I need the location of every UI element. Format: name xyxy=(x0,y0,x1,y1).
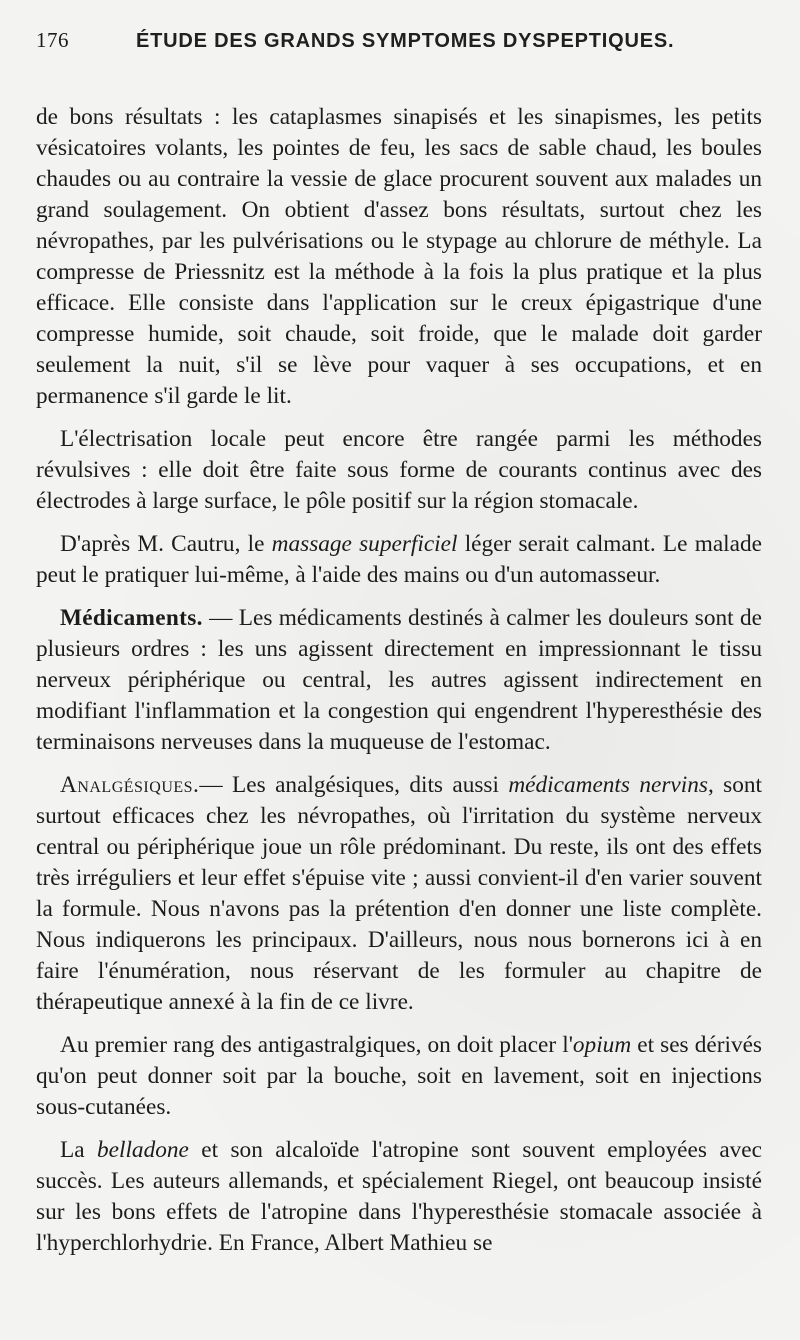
paragraph-7-text-end: et son alcaloïde l'atropine sont souvent employées avec succès. Les auteurs allemands, et spécialement Riegel, ont beaucoup insisté sur les bons effets de l'atropine dans l'hyperesthésie stomacale associée à l'hyperchlorhydrie. En France, Albert Mathieu se xyxy=(36,1137,762,1256)
paragraph-3-text-start: D'après M. Cautru, le xyxy=(60,531,272,557)
paragraph-3-text-end: léger serait calmant. Le malade peut le pratiquer lui-même, à l'aide des mains ou d'un automasseur. xyxy=(36,531,762,588)
paragraph-7-text-start: La xyxy=(60,1137,97,1163)
paragraph-4-text: — Les médicaments destinés à calmer les douleurs sont de plusieurs ordres : les uns agissent directement en impressionnant le tissu nerveux périphérique ou central, les autres agissent indirectement en modifiant l'inflammation et la congestion qui engendrent l'hyperesthésie des terminaisons nerveuses dans la muqueuse de l'estomac. xyxy=(36,605,762,755)
page-number: 176 xyxy=(36,28,69,52)
subsection-heading-analgesiques: Analgésiques. xyxy=(60,772,200,798)
paragraph-6 xyxy=(36,1030,762,1123)
paragraph-5 xyxy=(36,770,762,1018)
paragraph-3 xyxy=(36,529,762,591)
italic-term-massage: massage superficiel xyxy=(271,531,458,557)
paragraph-4 xyxy=(36,603,762,758)
italic-term-opium: opium xyxy=(572,1032,632,1058)
body-text xyxy=(36,102,762,1259)
section-heading-medicaments: Médicaments. xyxy=(60,605,203,631)
running-title: ÉTUDE DES GRANDS SYMPTOMES DYSPEPTIQUES. xyxy=(136,30,675,52)
paragraph-5-text-end: , sont surtout efficaces chez les névropathes, où l'irritation du système nerveux central ou périphérique joue un rôle prédominant. Du reste, ils ont des effets très irréguliers et leur effet s'épuise vite ; aussi convient-il d'en varier souvent la formule. Nous n'avons pas la prétention d'en donner une liste complète. Nous indiquerons les principaux. D'ailleurs, nous nous bornerons ici à en faire l'énumération, nous réservant de les formuler au chapitre de thérapeutique annexé à la fin de ce livre. xyxy=(36,772,762,1015)
italic-term-belladone: belladone xyxy=(96,1137,189,1163)
italic-term-nervins: médicaments nervins xyxy=(508,772,708,798)
paragraph-1: de bons résultats : les cataplasmes sinapisés et les sinapismes, les petits vésicatoires volants, les pointes de feu, les sacs de sable chaud, les boules chaudes ou au contraire la vessie de glace procurent souvent aux malades un grand soulagement. On obtient d'assez bons résultats, surtout chez les névropathes, par les pulvérisations ou le stypage au chlorure de méthyle. La compresse de Priessnitz est la méthode à la fois la plus pratique et la plus efficace. Elle consiste dans l'application sur le creux épigastrique d'une compresse humide, soit chaude, soit froide, que le malade doit garder seulement la nuit, s'il se lève pour vaquer à ses occupations, et en permanence s'il garde le lit. xyxy=(36,104,762,409)
paragraph-7 xyxy=(36,1135,762,1259)
paragraph-2: L'électrisation locale peut encore être rangée parmi les méthodes révulsives : elle doit être faite sous forme de courants continus avec des électrodes à large surface, le pôle positif sur la région stomacale. xyxy=(36,426,762,514)
paragraph-6-text-start: Au premier rang des antigastralgiques, on doit placer l' xyxy=(60,1032,573,1058)
page-header xyxy=(36,28,762,78)
paragraph-5-text-start: — Les analgésiques, dits aussi xyxy=(199,772,509,798)
paragraph-6-text-end: et ses dérivés qu'on peut donner soit par la bouche, soit en lavement, soit en injections sous-cutanées. xyxy=(36,1032,762,1120)
